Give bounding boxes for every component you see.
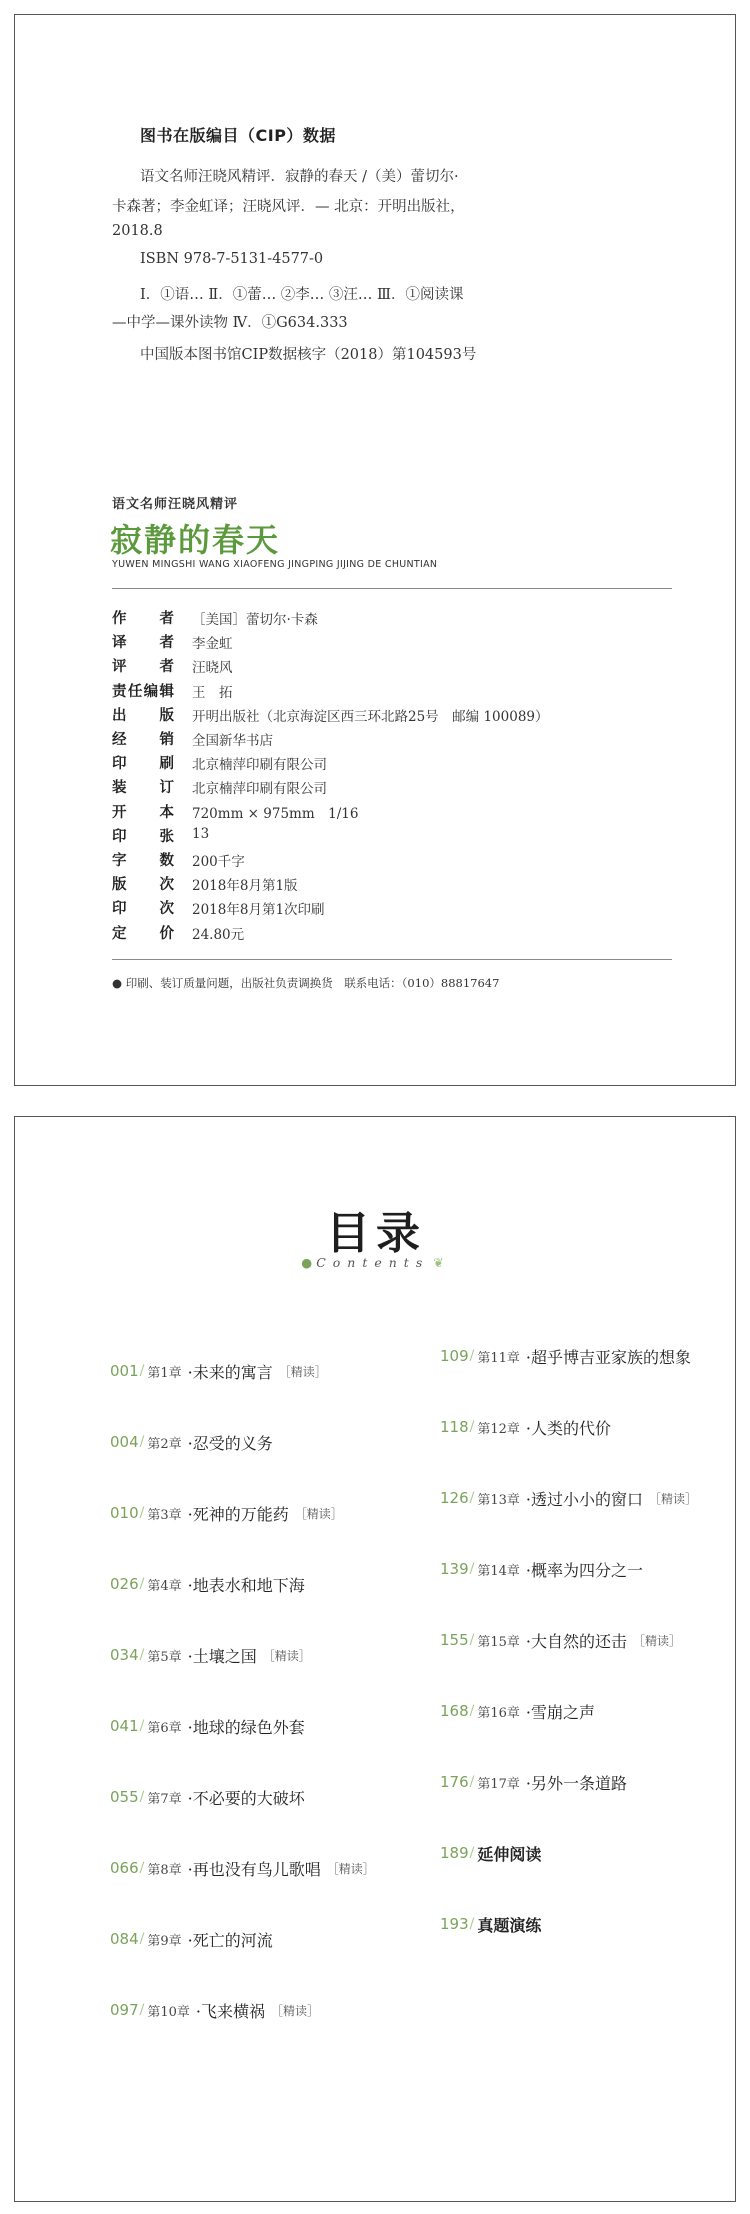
info-value: 北京楠萍印刷有限公司 [192,757,327,774]
toc-entry[interactable] [440,1414,611,1440]
toc-chapter-title: ·超乎博吉亚家族的想象 [525,1347,691,1367]
toc-page-number: 001 [110,1362,139,1380]
toc-chapter-title: 真题演练 [477,1915,542,1935]
toc-chapter-title: ·土壤之国 [187,1646,257,1666]
toc-chapter-title: ·未来的寓言 [187,1362,273,1382]
toc-page-number: 189 [440,1844,469,1862]
toc-chapter-number: 第6章 [147,1720,182,1736]
toc-entry[interactable] [110,1997,319,2023]
toc-chapter-number: 第17章 [477,1776,520,1792]
toc-entry[interactable] [440,1485,697,1511]
toc-chapter-number: 第10章 [147,2004,190,2020]
toc-page-number: 118 [440,1418,469,1436]
info-value: 720mm × 975mm 1/16 [192,805,359,822]
info-value: ［美国］蕾切尔·卡森 [192,612,318,628]
info-value: 200千字 [192,854,245,870]
toc-slash: / [469,1419,475,1435]
toc-chapter-number: 第7章 [147,1791,182,1807]
toc-intensive-tag: ［精读］ [649,1491,698,1506]
book-title-pinyin: YUWEN MINGSHI WANG XIAOFENG JINGPING JIJING DE CHUNTIAN [112,559,438,570]
toc-chapter-number: 第4章 [147,1578,182,1594]
toc-chapter-number: 第8章 [147,1862,182,1878]
toc-slash: / [469,1490,475,1506]
toc-entry[interactable] [440,1343,691,1369]
series-name: 语文名师汪晓风精评 [112,497,239,512]
divider [112,959,672,960]
toc-intensive-tag: ［精读］ [633,1633,682,1648]
toc-chapter-title: ·另外一条道路 [525,1773,627,1793]
info-label: 译 者 [112,634,174,652]
toc-chapter-number: 第9章 [147,1933,182,1949]
toc-chapter-title: ·雪崩之声 [525,1702,595,1722]
toc-page-number: 010 [110,1504,139,1522]
toc-slash: / [139,1789,145,1805]
toc-slash: / [469,1703,475,1719]
toc-entry[interactable] [110,1429,273,1455]
toc-page-number: 126 [440,1489,469,1507]
dot-icon: ● [301,1255,313,1270]
info-label: 经 销 [112,731,174,748]
info-value: 北京楠萍印刷有限公司 [192,781,327,798]
info-value: 2018年8月第1次印刷 [192,902,325,919]
toc-chapter-number: 第1章 [147,1365,182,1381]
info-label: 作 者 [112,610,174,627]
toc-page-number: 168 [440,1702,469,1720]
info-value: 李金虹 [192,636,233,653]
info-value: 24.80元 [192,926,245,943]
toc-slash: / [139,1931,145,1947]
toc-chapter-title: ·地球的绿色外套 [187,1717,305,1737]
toc-chapter-title: ·地表水和地下海 [187,1575,305,1595]
leaf-icon: ❦ [433,1255,451,1270]
info-label: 字 数 [112,852,174,869]
toc-slash: / [139,1576,145,1592]
toc-page-number: 097 [110,2001,139,2019]
info-label: 评 者 [112,658,174,676]
toc-page-number: 176 [440,1773,469,1791]
toc-chapter-number: 第5章 [147,1649,182,1665]
toc-slash: / [139,1363,145,1379]
toc-slash: / [469,1632,475,1648]
toc-chapter-number: 第12章 [477,1421,520,1437]
toc-chapter-title: ·透过小小的窗口 [525,1489,643,1509]
toc-page-number: 109 [440,1347,469,1365]
toc-entry[interactable] [440,1556,643,1582]
toc-page-number: 139 [440,1560,469,1578]
toc-entry[interactable] [440,1698,595,1724]
toc-chapter-number: 第2章 [147,1436,182,1452]
cip-line: 卡森著；李金虹译；汪晓风评．— 北京：开明出版社， [112,199,465,215]
toc-slash: / [469,1774,475,1790]
toc-page-number: 034 [110,1646,139,1664]
toc-subtitle-text: Contents [316,1255,430,1270]
toc-chapter-title: ·大自然的还击 [525,1631,627,1651]
toc-entry[interactable] [110,1571,305,1597]
contents-page [14,1116,736,2202]
toc-chapter-number: 第14章 [477,1563,520,1579]
toc-chapter-title: ·概率为四分之一 [525,1560,643,1580]
info-label: 装 订 [112,779,174,797]
toc-chapter-title: ·飞来横祸 [195,2001,265,2021]
toc-entry[interactable] [110,1358,327,1384]
cip-heading: 图书在版编目（CIP）数据 [140,126,336,145]
toc-chapter-number: 第3章 [147,1507,182,1523]
info-label: 印 张 [112,827,174,845]
toc-entry[interactable] [110,1784,305,1810]
toc-page-number: 041 [110,1717,139,1735]
toc-entry[interactable] [440,1769,627,1795]
toc-chapter-title: ·死亡的河流 [187,1930,273,1950]
info-label: 定 价 [112,924,174,942]
cip-line: 2018.8 [112,223,163,239]
toc-entry[interactable] [110,1926,273,1952]
toc-chapter-title: ·人类的代价 [525,1418,611,1438]
toc-intensive-tag: ［精读］ [271,2003,320,2018]
cip-line: 中国版本图书馆CIP数据核字（2018）第104593号 [140,347,477,363]
info-label: 开 本 [112,803,174,821]
toc-chapter-title: ·不必要的大破坏 [187,1788,305,1808]
footnote: ● 印刷、装订质量问题，出版社负责调换货 联系电话：（010）88817647 [112,976,500,990]
toc-intensive-tag: ［精读］ [294,1506,343,1521]
toc-intensive-tag: ［精读］ [326,1861,375,1876]
cip-line: Ⅰ．①语… Ⅱ．①蕾… ②李… ③汪… Ⅲ．①阅读课 [140,287,464,303]
info-label: 版 次 [112,876,174,894]
toc-page-number: 004 [110,1433,139,1451]
info-value: 开明出版社（北京海淀区西三环北路25号 邮编 100089） [192,708,549,725]
toc-slash: / [469,1916,475,1932]
info-label: 印 刷 [112,755,174,773]
cip-line: —中学—课外读物 Ⅳ．①G634.333 [112,315,348,331]
toc-chapter-number: 第15章 [477,1634,520,1650]
toc-chapter-number: 第11章 [477,1350,520,1366]
book-title: 寂静的春天 [110,521,281,559]
copyright-page [14,14,736,1086]
toc-page-number: 055 [110,1788,139,1806]
cip-line: 语文名师汪晓风精评．寂静的春天 /（美）蕾切尔· [140,169,459,185]
divider [112,588,672,589]
toc-chapter-title: ·死神的万能药 [187,1504,289,1524]
toc-entry[interactable] [110,1713,305,1739]
info-label: 印 次 [112,900,174,918]
toc-entry[interactable] [110,1642,311,1668]
toc-slash: / [469,1348,475,1364]
toc-chapter-number: 第16章 [477,1705,520,1721]
toc-page-number: 193 [440,1915,469,1933]
info-label: 出 版 [112,706,174,724]
toc-page-number: 026 [110,1575,139,1593]
toc-page-number: 155 [440,1631,469,1649]
toc-slash: / [139,1434,145,1450]
toc-intensive-tag: ［精读］ [262,1648,311,1663]
toc-entry[interactable] [440,1840,541,1866]
info-label: 责 任 编 辑 [112,682,174,700]
info-value: 2018年8月第1版 [192,878,298,895]
info-value: 王 拓 [192,684,233,701]
toc-subtitle [15,1255,737,1270]
toc-intensive-tag: ［精读］ [278,1364,327,1379]
toc-title: 目录 [326,1208,426,1259]
toc-chapter-title: ·忍受的义务 [187,1433,273,1453]
info-value: 汪晓风 [192,660,233,677]
toc-slash: / [469,1845,475,1861]
toc-slash: / [139,1505,145,1521]
toc-slash: / [139,1647,145,1663]
info-value: 13 [192,825,210,842]
cip-line: ISBN 978-7-5131-4577-0 [140,251,324,267]
info-value: 全国新华书店 [192,733,273,749]
toc-entry[interactable] [110,1500,343,1526]
toc-slash: / [139,1718,145,1734]
toc-page-number: 066 [110,1859,139,1877]
toc-page-number: 084 [110,1930,139,1948]
toc-chapter-title: 延伸阅读 [477,1844,542,1864]
toc-slash: / [139,1860,145,1876]
toc-chapter-number: 第13章 [477,1492,520,1508]
toc-entry[interactable] [110,1855,375,1881]
toc-entry[interactable] [440,1911,541,1937]
toc-chapter-title: ·再也没有鸟儿歌唱 [187,1859,321,1879]
toc-slash: / [469,1561,475,1577]
toc-slash: / [139,2002,145,2018]
toc-entry[interactable] [440,1627,681,1653]
